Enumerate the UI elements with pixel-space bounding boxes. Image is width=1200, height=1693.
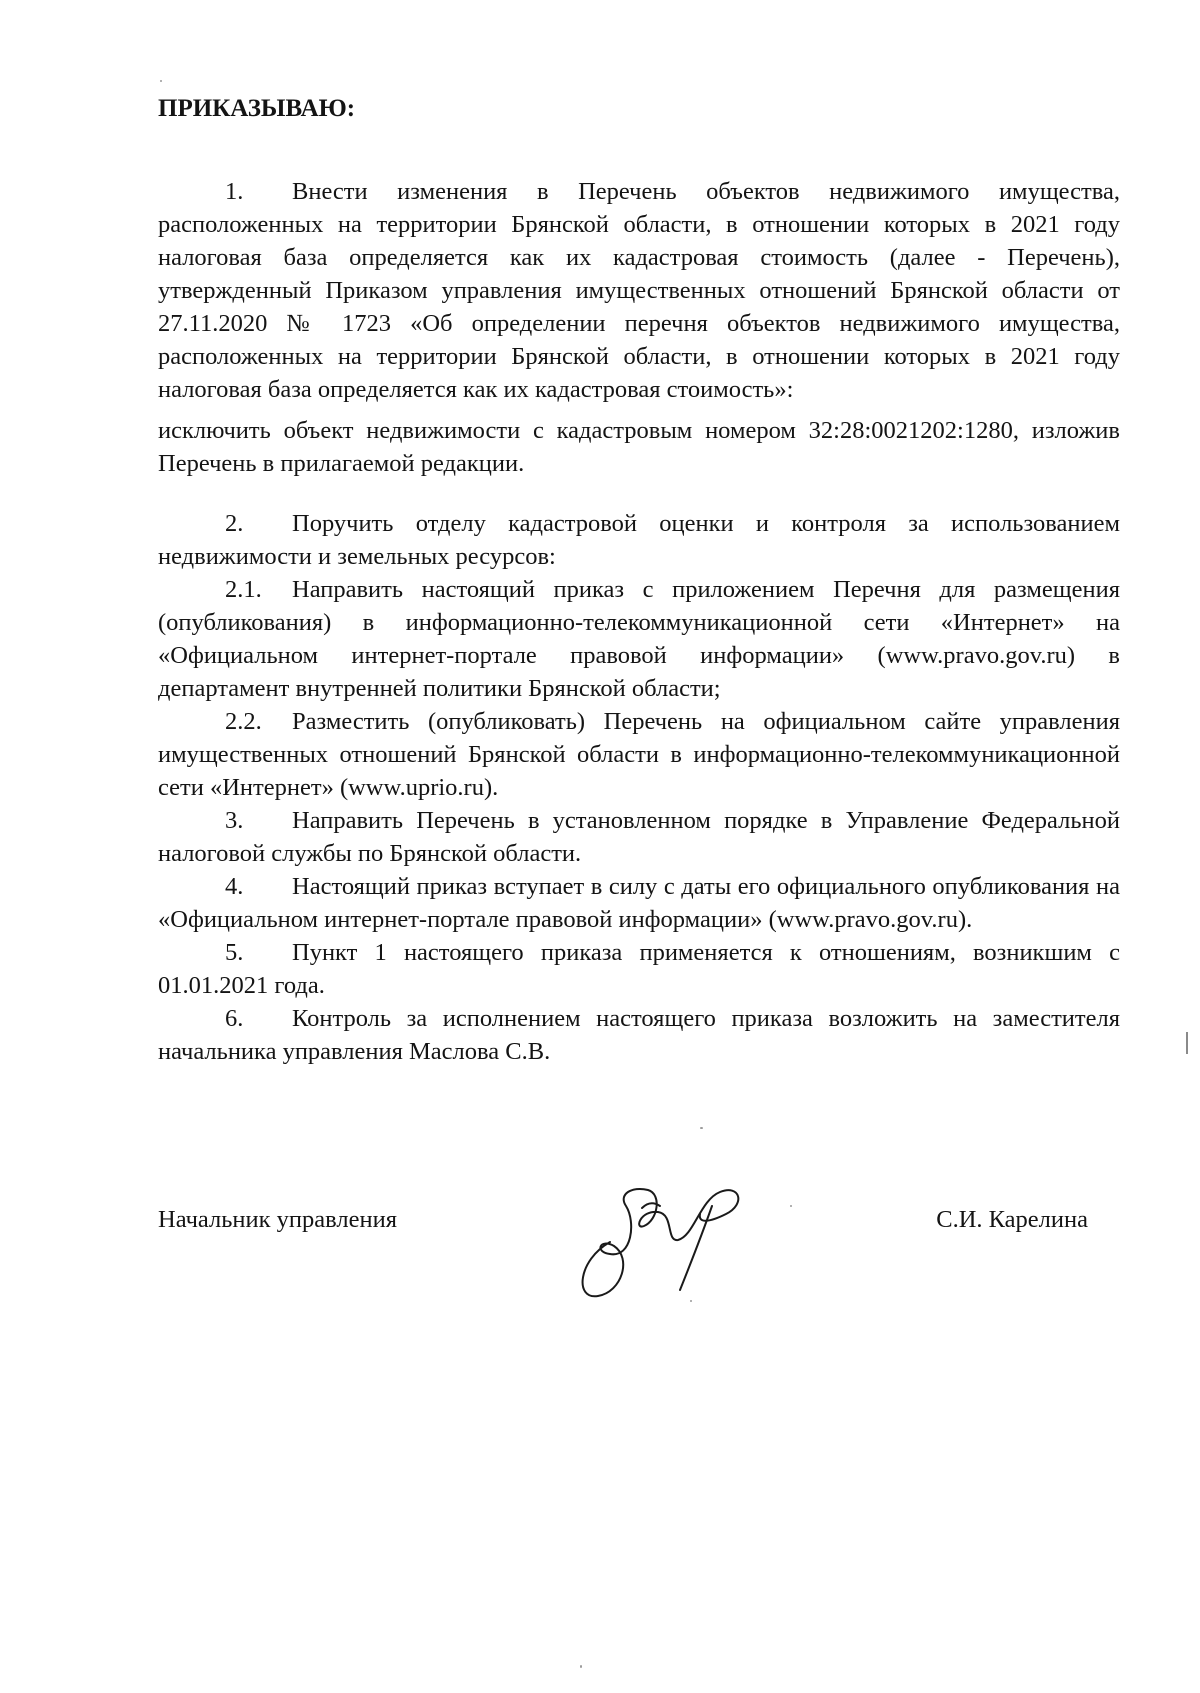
clause-2-2 [158, 705, 1120, 804]
spacer [158, 480, 1120, 507]
scan-speck [790, 1205, 792, 1207]
clause-text: Направить настоящий приказ с приложением Перечня для размещения (опубликования) в информационно-телекоммуникационной сети «Интернет» на «Официальном интернет-портале правовой информации» (www.pravo.gov.ru) в департамент внутренней политики Брянской области; [158, 576, 1120, 702]
clause-number: 2. [225, 510, 244, 537]
clause-text: Настоящий приказ вступает в силу с даты его официального опубликования на «Официальном интернет-портале правовой информации» (www.pravo.gov.ru). [158, 873, 1120, 933]
scan-speck [580, 1665, 582, 1668]
clause-text: Направить Перечень в установленном порядке в Управление Федеральной налоговой службы по Брянской области. [158, 807, 1120, 867]
clause-number: 4. [225, 873, 244, 900]
scan-speck [700, 1127, 703, 1129]
clause-number: 3. [225, 807, 244, 834]
scan-speck [690, 1300, 692, 1302]
clause-text: Внести изменения в Перечень объектов недвижимого имущества, расположенных на территории Брянской области, в отношении которых в 2021 году налоговая база определяется как их кадастровая стоимость (далее - Перечень), утвержденный Приказом управления имущественных отношений Брянской области от 27.11.2020 № 1723 «Об определении перечня объектов недвижимого имущества, расположенных на территории Брянской области, в отношении которых в 2021 году налоговая база определяется как их кадастровая стоимость»: [158, 178, 1120, 403]
clause-2 [158, 507, 1120, 573]
clause-text: Контроль за исполнением настоящего приказа возложить на заместителя начальника управления Маслова С.В. [158, 1005, 1120, 1065]
clause-text: исключить объект недвижимости с кадастровым номером 32:28:0021202:1280, изложив Перечень в прилагаемой редакции. [158, 417, 1120, 477]
clause-1-continuation [158, 414, 1120, 480]
clause-text: Поручить отделу кадастровой оценки и контроля за использованием недвижимости и земельных ресурсов: [158, 510, 1120, 570]
clause-6 [158, 1002, 1120, 1068]
clause-number: 5. [225, 939, 244, 966]
scan-artifact [1186, 1032, 1188, 1054]
clause-number: 1. [225, 178, 244, 205]
order-heading: ПРИКАЗЫВАЮ: [158, 95, 356, 122]
order-body [158, 92, 1120, 1068]
clause-text: Пункт 1 настоящего приказа применяется к отношениям, возникшим с 01.01.2021 года. [158, 939, 1120, 999]
scan-speck [160, 80, 162, 82]
signature-stroke [583, 1189, 739, 1296]
handwritten-signature [570, 1150, 780, 1300]
signatory-name: С.И. Карелина [936, 1206, 1088, 1233]
clause-2-1 [158, 573, 1120, 705]
clause-number: 2.2. [225, 708, 262, 735]
signatory-position: Начальник управления [158, 1206, 397, 1233]
clause-5 [158, 936, 1120, 1002]
clause-text: Разместить (опубликовать) Перечень на официальном сайте управления имущественных отношений Брянской области в информационно-телекоммуникационной сети «Интернет» (www.uprio.ru). [158, 708, 1120, 801]
clause-4 [158, 870, 1120, 936]
clause-number: 2.1. [225, 576, 262, 603]
clause-3 [158, 804, 1120, 870]
clause-1 [158, 175, 1120, 406]
clause-number: 6. [225, 1005, 244, 1032]
